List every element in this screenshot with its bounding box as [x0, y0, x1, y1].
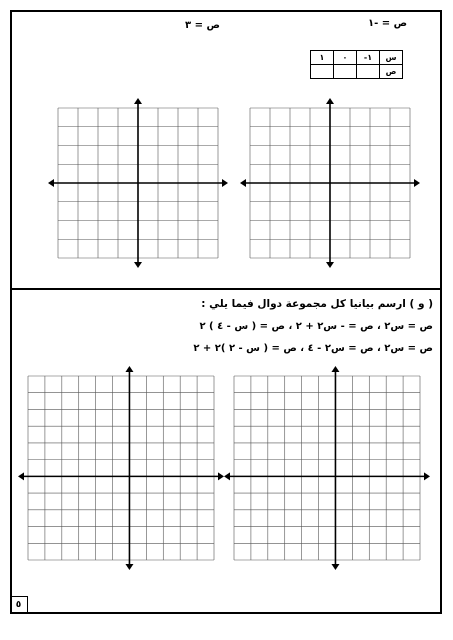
arrow-up-icon [125, 366, 133, 372]
arrow-right-icon [222, 179, 228, 187]
arrow-up-icon [134, 98, 142, 104]
coordinate-grid-top-left[interactable] [38, 96, 238, 270]
table-cell[interactable] [311, 65, 334, 79]
table-cell[interactable]: ٠ [334, 51, 357, 65]
arrow-down-icon [134, 262, 142, 268]
arrow-right-icon [424, 472, 430, 480]
question-title: ( و ) ارسم بيانيا كل مجموعة دوال فيما يلي : [201, 298, 433, 310]
section-divider [10, 288, 442, 290]
arrow-down-icon [125, 564, 133, 570]
arrow-left-icon [18, 472, 24, 480]
table-cell[interactable] [334, 65, 357, 79]
arrow-down-icon [331, 564, 339, 570]
table-header-y: ص [380, 65, 403, 79]
table-cell[interactable] [357, 65, 380, 79]
arrow-left-icon [240, 179, 246, 187]
table-cell[interactable]: -١ [357, 51, 380, 65]
table-row-y [311, 65, 403, 79]
value-table [310, 50, 403, 79]
arrow-up-icon [326, 98, 334, 104]
arrow-left-icon [48, 179, 54, 187]
top-right-equation: ص = -١ [368, 18, 408, 29]
table-row-x [311, 51, 403, 65]
top-left-equation: ص = ٣ [185, 20, 220, 31]
arrow-right-icon [414, 179, 420, 187]
functions-set-2: ص = س٢ ، ص = س٢ - ٤ ، ص = ( س - ٢ )٢ + ٢ [193, 343, 433, 354]
coordinate-grid-bottom-right[interactable] [212, 364, 442, 572]
coordinate-grid-top-right[interactable] [230, 96, 430, 270]
arrow-left-icon [224, 472, 230, 480]
page-number: ٥ [10, 596, 28, 614]
coordinate-grid-bottom-left[interactable] [6, 364, 236, 572]
table-cell[interactable]: ١ [311, 51, 334, 65]
arrow-up-icon [331, 366, 339, 372]
table-header-x: س [380, 51, 403, 65]
functions-set-1: ص = س٢ ، ص = - س٢ + ٢ ، ص = ( س - ٤ ) ٢ [199, 321, 433, 332]
arrow-down-icon [326, 262, 334, 268]
